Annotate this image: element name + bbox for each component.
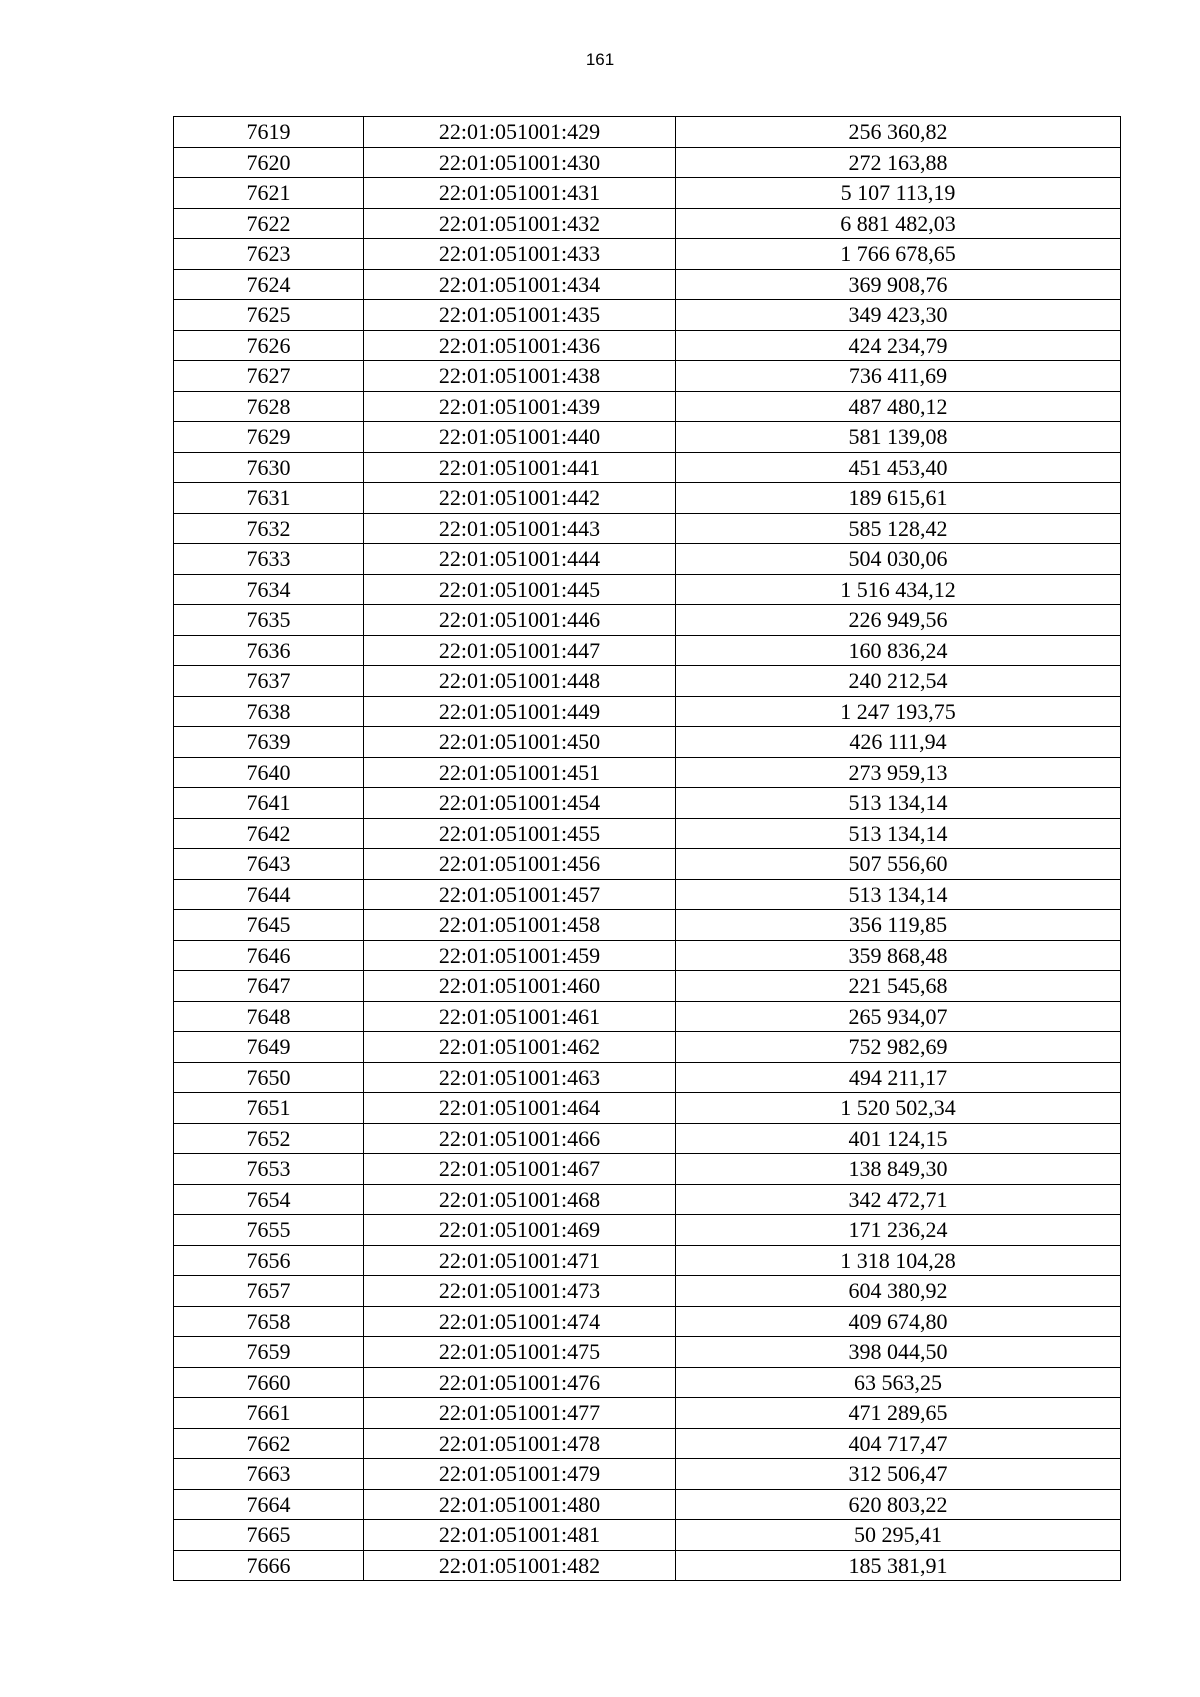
table-row xyxy=(174,1215,1121,1246)
table-row xyxy=(174,483,1121,514)
row-number-cell: 7630 xyxy=(174,452,364,483)
value-cell: 226 949,56 xyxy=(676,605,1121,636)
value-cell: 63 563,25 xyxy=(676,1367,1121,1398)
value-cell: 494 211,17 xyxy=(676,1062,1121,1093)
cadastral-number-cell: 22:01:051001:448 xyxy=(364,666,676,697)
row-number-cell: 7624 xyxy=(174,269,364,300)
cadastral-number-cell: 22:01:051001:445 xyxy=(364,574,676,605)
cadastral-number-cell: 22:01:051001:454 xyxy=(364,788,676,819)
value-cell: 620 803,22 xyxy=(676,1489,1121,1520)
value-cell: 736 411,69 xyxy=(676,361,1121,392)
value-cell: 752 982,69 xyxy=(676,1032,1121,1063)
cadastral-number-cell: 22:01:051001:468 xyxy=(364,1184,676,1215)
table-row xyxy=(174,940,1121,971)
row-number-cell: 7633 xyxy=(174,544,364,575)
cadastral-number-cell: 22:01:051001:478 xyxy=(364,1428,676,1459)
row-number-cell: 7651 xyxy=(174,1093,364,1124)
cadastral-number-cell: 22:01:051001:450 xyxy=(364,727,676,758)
value-cell: 171 236,24 xyxy=(676,1215,1121,1246)
row-number-cell: 7643 xyxy=(174,849,364,880)
cadastral-number-cell: 22:01:051001:479 xyxy=(364,1459,676,1490)
page-number: 161 xyxy=(585,50,615,69)
value-cell: 513 134,14 xyxy=(676,788,1121,819)
row-number-cell: 7661 xyxy=(174,1398,364,1429)
row-number-cell: 7640 xyxy=(174,757,364,788)
cadastral-number-cell: 22:01:051001:462 xyxy=(364,1032,676,1063)
cadastral-number-cell: 22:01:051001:481 xyxy=(364,1520,676,1551)
cadastral-number-cell: 22:01:051001:474 xyxy=(364,1306,676,1337)
value-cell: 356 119,85 xyxy=(676,910,1121,941)
table-row xyxy=(174,513,1121,544)
row-number-cell: 7663 xyxy=(174,1459,364,1490)
cadastral-number-cell: 22:01:051001:435 xyxy=(364,300,676,331)
cadastral-number-cell: 22:01:051001:466 xyxy=(364,1123,676,1154)
row-number-cell: 7639 xyxy=(174,727,364,758)
cadastral-number-cell: 22:01:051001:460 xyxy=(364,971,676,1002)
cadastral-number-cell: 22:01:051001:440 xyxy=(364,422,676,453)
cadastral-number-cell: 22:01:051001:477 xyxy=(364,1398,676,1429)
table-row xyxy=(174,605,1121,636)
row-number-cell: 7620 xyxy=(174,147,364,178)
row-number-cell: 7642 xyxy=(174,818,364,849)
row-number-cell: 7652 xyxy=(174,1123,364,1154)
value-cell: 1 516 434,12 xyxy=(676,574,1121,605)
table-row xyxy=(174,422,1121,453)
row-number-cell: 7644 xyxy=(174,879,364,910)
cadastral-number-cell: 22:01:051001:461 xyxy=(364,1001,676,1032)
cadastral-number-cell: 22:01:051001:457 xyxy=(364,879,676,910)
table-row xyxy=(174,971,1121,1002)
table-row xyxy=(174,910,1121,941)
cadastral-number-cell: 22:01:051001:446 xyxy=(364,605,676,636)
cadastral-number-cell: 22:01:051001:449 xyxy=(364,696,676,727)
value-cell: 369 908,76 xyxy=(676,269,1121,300)
value-cell: 359 868,48 xyxy=(676,940,1121,971)
table-row xyxy=(174,1184,1121,1215)
value-cell: 5 107 113,19 xyxy=(676,178,1121,209)
table-row xyxy=(174,1459,1121,1490)
row-number-cell: 7646 xyxy=(174,940,364,971)
table-row xyxy=(174,239,1121,270)
cadastral-number-cell: 22:01:051001:451 xyxy=(364,757,676,788)
row-number-cell: 7638 xyxy=(174,696,364,727)
row-number-cell: 7628 xyxy=(174,391,364,422)
cadastral-number-cell: 22:01:051001:443 xyxy=(364,513,676,544)
row-number-cell: 7655 xyxy=(174,1215,364,1246)
table-row xyxy=(174,696,1121,727)
table-row xyxy=(174,361,1121,392)
cadastral-number-cell: 22:01:051001:476 xyxy=(364,1367,676,1398)
row-number-cell: 7657 xyxy=(174,1276,364,1307)
cadastral-number-cell: 22:01:051001:475 xyxy=(364,1337,676,1368)
table-row xyxy=(174,666,1121,697)
value-cell: 424 234,79 xyxy=(676,330,1121,361)
table-row xyxy=(174,788,1121,819)
cadastral-number-cell: 22:01:051001:429 xyxy=(364,117,676,148)
cadastral-number-cell: 22:01:051001:480 xyxy=(364,1489,676,1520)
cadastral-number-cell: 22:01:051001:458 xyxy=(364,910,676,941)
table-row xyxy=(174,818,1121,849)
row-number-cell: 7645 xyxy=(174,910,364,941)
cadastral-number-cell: 22:01:051001:439 xyxy=(364,391,676,422)
row-number-cell: 7660 xyxy=(174,1367,364,1398)
row-number-cell: 7654 xyxy=(174,1184,364,1215)
cadastral-number-cell: 22:01:051001:433 xyxy=(364,239,676,270)
value-cell: 1 318 104,28 xyxy=(676,1245,1121,1276)
table-row xyxy=(174,1062,1121,1093)
value-cell: 50 295,41 xyxy=(676,1520,1121,1551)
cadastral-number-cell: 22:01:051001:471 xyxy=(364,1245,676,1276)
cadastral-number-cell: 22:01:051001:436 xyxy=(364,330,676,361)
cadastral-number-cell: 22:01:051001:467 xyxy=(364,1154,676,1185)
value-cell: 138 849,30 xyxy=(676,1154,1121,1185)
value-cell: 585 128,42 xyxy=(676,513,1121,544)
table-row xyxy=(174,300,1121,331)
table-row xyxy=(174,208,1121,239)
table-row xyxy=(174,1245,1121,1276)
value-cell: 504 030,06 xyxy=(676,544,1121,575)
row-number-cell: 7629 xyxy=(174,422,364,453)
value-cell: 272 163,88 xyxy=(676,147,1121,178)
row-number-cell: 7649 xyxy=(174,1032,364,1063)
value-cell: 1 766 678,65 xyxy=(676,239,1121,270)
table-row xyxy=(174,1093,1121,1124)
value-cell: 240 212,54 xyxy=(676,666,1121,697)
value-cell: 265 934,07 xyxy=(676,1001,1121,1032)
value-cell: 513 134,14 xyxy=(676,818,1121,849)
table-row xyxy=(174,452,1121,483)
value-cell: 471 289,65 xyxy=(676,1398,1121,1429)
cadastral-number-cell: 22:01:051001:463 xyxy=(364,1062,676,1093)
value-cell: 273 959,13 xyxy=(676,757,1121,788)
table-row xyxy=(174,1489,1121,1520)
table-row xyxy=(174,178,1121,209)
table-row xyxy=(174,1367,1121,1398)
cadastral-number-cell: 22:01:051001:447 xyxy=(364,635,676,666)
row-number-cell: 7631 xyxy=(174,483,364,514)
table-row xyxy=(174,330,1121,361)
row-number-cell: 7648 xyxy=(174,1001,364,1032)
table-row xyxy=(174,1154,1121,1185)
row-number-cell: 7666 xyxy=(174,1550,364,1581)
cadastral-number-cell: 22:01:051001:441 xyxy=(364,452,676,483)
cadastral-number-cell: 22:01:051001:455 xyxy=(364,818,676,849)
row-number-cell: 7621 xyxy=(174,178,364,209)
value-cell: 1 247 193,75 xyxy=(676,696,1121,727)
row-number-cell: 7664 xyxy=(174,1489,364,1520)
cadastral-number-cell: 22:01:051001:444 xyxy=(364,544,676,575)
cadastral-number-cell: 22:01:051001:482 xyxy=(364,1550,676,1581)
table-row xyxy=(174,879,1121,910)
value-cell: 604 380,92 xyxy=(676,1276,1121,1307)
value-cell: 507 556,60 xyxy=(676,849,1121,880)
cadastral-number-cell: 22:01:051001:430 xyxy=(364,147,676,178)
value-cell: 513 134,14 xyxy=(676,879,1121,910)
value-cell: 1 520 502,34 xyxy=(676,1093,1121,1124)
value-cell: 256 360,82 xyxy=(676,117,1121,148)
row-number-cell: 7637 xyxy=(174,666,364,697)
row-number-cell: 7634 xyxy=(174,574,364,605)
table-row xyxy=(174,574,1121,605)
cadastral-number-cell: 22:01:051001:469 xyxy=(364,1215,676,1246)
row-number-cell: 7665 xyxy=(174,1520,364,1551)
table-row xyxy=(174,1032,1121,1063)
table-row xyxy=(174,635,1121,666)
table-row xyxy=(174,727,1121,758)
row-number-cell: 7636 xyxy=(174,635,364,666)
row-number-cell: 7619 xyxy=(174,117,364,148)
value-cell: 426 111,94 xyxy=(676,727,1121,758)
table-row xyxy=(174,1550,1121,1581)
value-cell: 409 674,80 xyxy=(676,1306,1121,1337)
cadastral-number-cell: 22:01:051001:459 xyxy=(364,940,676,971)
value-cell: 312 506,47 xyxy=(676,1459,1121,1490)
table-row xyxy=(174,1001,1121,1032)
row-number-cell: 7623 xyxy=(174,239,364,270)
value-cell: 189 615,61 xyxy=(676,483,1121,514)
table-body xyxy=(174,117,1121,1581)
cadastral-number-cell: 22:01:051001:456 xyxy=(364,849,676,880)
value-cell: 160 836,24 xyxy=(676,635,1121,666)
table-row xyxy=(174,757,1121,788)
value-cell: 185 381,91 xyxy=(676,1550,1121,1581)
table-row xyxy=(174,849,1121,880)
cadastral-number-cell: 22:01:051001:442 xyxy=(364,483,676,514)
row-number-cell: 7622 xyxy=(174,208,364,239)
row-number-cell: 7626 xyxy=(174,330,364,361)
value-cell: 6 881 482,03 xyxy=(676,208,1121,239)
row-number-cell: 7653 xyxy=(174,1154,364,1185)
value-cell: 398 044,50 xyxy=(676,1337,1121,1368)
row-number-cell: 7650 xyxy=(174,1062,364,1093)
value-cell: 451 453,40 xyxy=(676,452,1121,483)
row-number-cell: 7635 xyxy=(174,605,364,636)
cadastral-number-cell: 22:01:051001:464 xyxy=(364,1093,676,1124)
row-number-cell: 7647 xyxy=(174,971,364,1002)
table-row xyxy=(174,391,1121,422)
row-number-cell: 7658 xyxy=(174,1306,364,1337)
table-row xyxy=(174,147,1121,178)
table-row xyxy=(174,1276,1121,1307)
row-number-cell: 7627 xyxy=(174,361,364,392)
row-number-cell: 7632 xyxy=(174,513,364,544)
value-cell: 342 472,71 xyxy=(676,1184,1121,1215)
row-number-cell: 7641 xyxy=(174,788,364,819)
row-number-cell: 7662 xyxy=(174,1428,364,1459)
table-row xyxy=(174,1123,1121,1154)
table-row xyxy=(174,1398,1121,1429)
cadastral-number-cell: 22:01:051001:434 xyxy=(364,269,676,300)
value-cell: 581 139,08 xyxy=(676,422,1121,453)
row-number-cell: 7656 xyxy=(174,1245,364,1276)
table-row xyxy=(174,1520,1121,1551)
cadastral-number-cell: 22:01:051001:438 xyxy=(364,361,676,392)
row-number-cell: 7659 xyxy=(174,1337,364,1368)
value-cell: 404 717,47 xyxy=(676,1428,1121,1459)
table-row xyxy=(174,117,1121,148)
table-row xyxy=(174,269,1121,300)
cadastral-number-cell: 22:01:051001:431 xyxy=(364,178,676,209)
row-number-cell: 7625 xyxy=(174,300,364,331)
cadastral-number-cell: 22:01:051001:473 xyxy=(364,1276,676,1307)
value-cell: 221 545,68 xyxy=(676,971,1121,1002)
cadastral-number-cell: 22:01:051001:432 xyxy=(364,208,676,239)
cadastral-table xyxy=(173,116,1121,1581)
table-row xyxy=(174,544,1121,575)
value-cell: 401 124,15 xyxy=(676,1123,1121,1154)
table-row xyxy=(174,1306,1121,1337)
value-cell: 349 423,30 xyxy=(676,300,1121,331)
table-row xyxy=(174,1337,1121,1368)
table-row xyxy=(174,1428,1121,1459)
value-cell: 487 480,12 xyxy=(676,391,1121,422)
